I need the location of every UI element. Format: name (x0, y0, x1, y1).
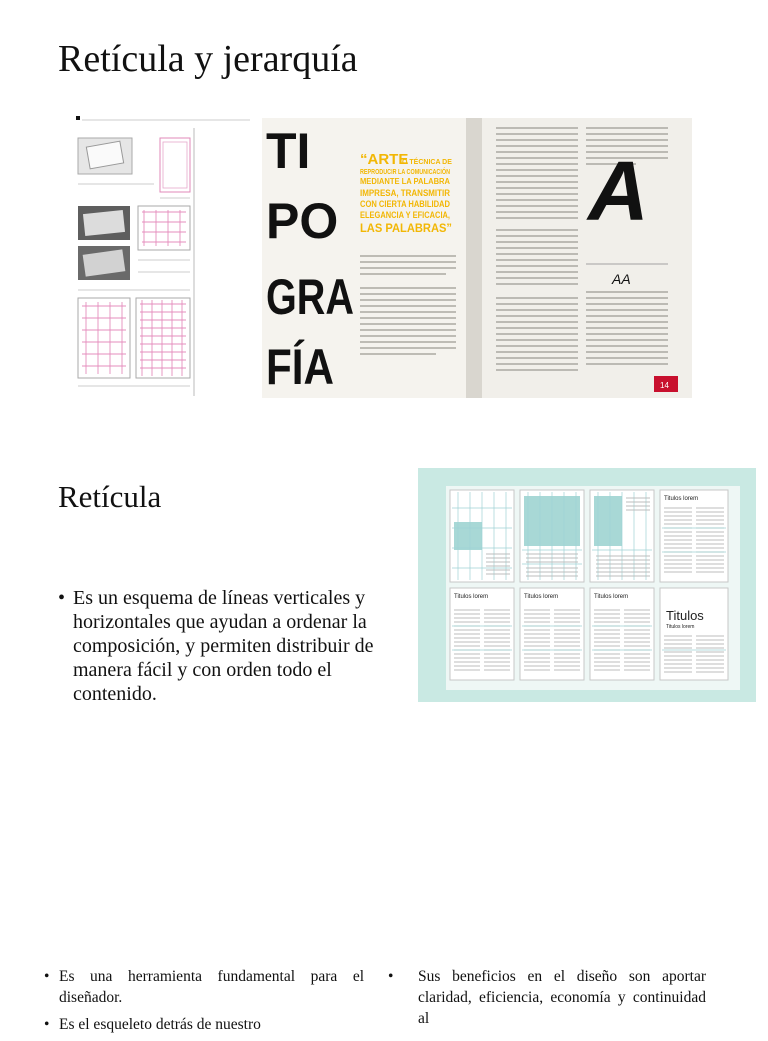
grid-page (660, 588, 728, 680)
list-item (388, 966, 706, 1029)
grid-examples-image (418, 468, 756, 702)
grid-page (660, 490, 728, 582)
magazine-spread (262, 118, 692, 398)
grid-page (520, 490, 584, 582)
grid-page (590, 588, 654, 680)
section-title: Retícula (58, 479, 162, 514)
quote-line: ELEGANCIA Y EFICACIA, (360, 210, 450, 220)
page-number: 14 (660, 381, 669, 390)
bullet-dot-icon: • (58, 587, 66, 609)
grid-page-heading: Titulos lorem (594, 594, 629, 600)
magazine-quote (360, 151, 477, 235)
magazine-headline-line: TI (266, 123, 311, 179)
grid-page-heading: Titulos lorem (666, 624, 695, 630)
quote-line: CON CIERTA HABILIDAD (360, 199, 451, 209)
grid-page (590, 490, 654, 582)
bullet-text: Es un esquema de líneas verticales y horizontales que ayudan a ordenar la composición, y permiten distribuir de manera fácil y con orden todo el contenido. (73, 587, 374, 705)
slide-title: Retícula y jerarquía (58, 38, 358, 80)
bottom-right-column (388, 966, 706, 1035)
list-item (44, 1014, 364, 1035)
magazine-small-glyph: AA (612, 271, 631, 287)
bullet-dot-icon: • (44, 968, 50, 985)
bullet-dot-icon: • (44, 1016, 50, 1033)
list-item-text: Sus beneficios en el diseño son aportar claridad, eficiencia, economía y continuidad al (418, 968, 706, 1027)
grid-sketches-panel (76, 114, 250, 400)
grid-page (450, 490, 514, 582)
grid-page-heading: Titulos lorem (664, 496, 699, 502)
magazine-headline-line: FÍA (266, 339, 334, 395)
quote-line: O TÉCNICA DE (402, 159, 452, 166)
grid-page (520, 588, 584, 680)
list-item (44, 966, 364, 1008)
magazine-headline-line: PO (266, 193, 339, 249)
quote-line: LAS PALABRAS” (360, 221, 452, 235)
definition-bullet (58, 586, 408, 706)
list-item-text: Es una herramienta fundamental para el diseñador. (59, 968, 364, 1006)
grid-page-heading: Titulos lorem (524, 594, 559, 600)
quote-line: IMPRESA, TRANSMITIR (360, 188, 451, 198)
quote-line: MEDIANTE LA PALABRA (360, 177, 451, 186)
grid-page (450, 588, 514, 680)
quote-line: REPRODUCIR LA COMUNICACIÓN (360, 169, 477, 176)
layout-examples-image (76, 114, 692, 400)
grid-page-heading: Titulos lorem (454, 594, 489, 600)
list-item-text: Es el esqueleto detrás de nuestro (59, 1016, 261, 1033)
magazine-headline-line: GRA (266, 269, 354, 325)
quote-line: “ARTE (360, 151, 409, 168)
grid-page-heading: Titulos (666, 608, 704, 623)
magazine-glyph: A (588, 144, 649, 238)
bullet-dot-icon: • (388, 968, 394, 985)
bottom-left-column (44, 966, 364, 1041)
